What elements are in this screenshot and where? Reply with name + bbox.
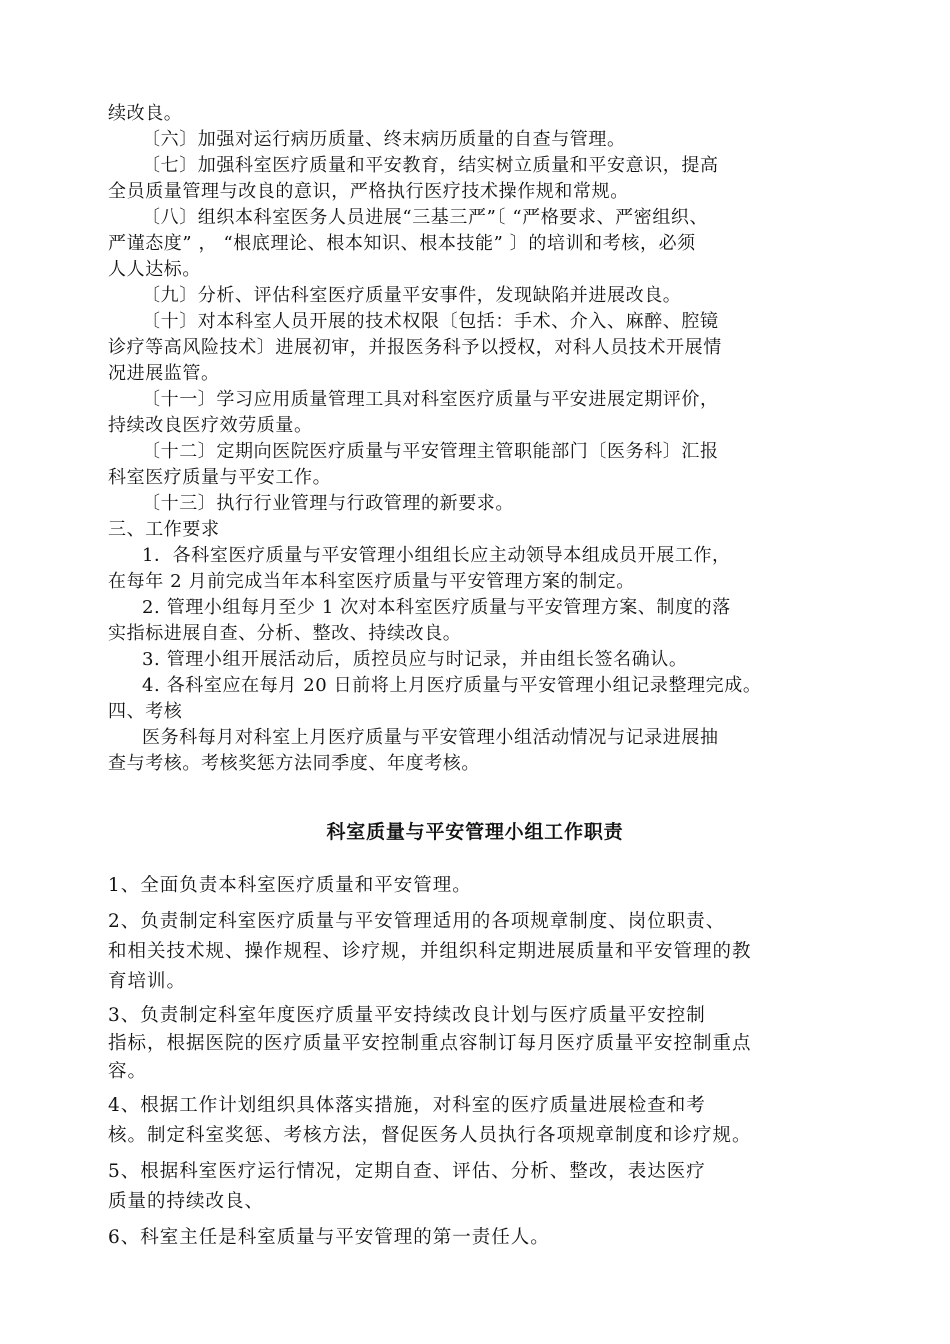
- duty-item: 4、根据工作计划组织具体落实措施，对科室的医疗质量进展检查和考: [108, 1095, 706, 1116]
- paragraph-line: 1．各科室医疗质量与平安管理小组组长应主动领导本组成员开展工作，: [142, 545, 731, 566]
- paragraph-line: 〔八〕组织本科室医务人员进展“三基三严”〔 “严格要求、严密组织、: [142, 207, 709, 228]
- paragraph-line: 〔六〕加强对运行病历质量、终末病历质量的自查与管理。: [142, 129, 626, 150]
- paragraph-line: 3. 管理小组开展活动后，质控员应与时记录，并由组长签名确认。: [142, 649, 688, 670]
- paragraph-line: 科室医疗质量与平安工作。: [108, 467, 332, 488]
- paragraph-line: 查与考核。考核奖惩方法同季度、年度考核。: [108, 753, 480, 774]
- paragraph-line: 〔十三〕执行行业管理与行政管理的新要求。: [142, 493, 514, 514]
- paragraph-line: 〔十二〕定期向医院医疗质量与平安管理主管职能部门〔医务科〕汇报: [142, 441, 719, 462]
- duty-item: 5、根据科室医疗运行情况，定期自查、评估、分析、整改，表达医疗: [108, 1161, 706, 1182]
- section-heading: 四、考核: [108, 701, 183, 722]
- duty-item: 2、负责制定科室医疗质量与平安管理适用的各项规章制度、岗位职责、: [108, 911, 726, 932]
- paragraph-line: 2. 管理小组每月至少 1 次对本科室医疗质量与平安管理方案、制度的落: [142, 597, 731, 618]
- paragraph-line: 4. 各科室应在每月 20 日前将上月医疗质量与平安管理小组记录整理完成。: [142, 675, 762, 696]
- duty-item: 指标，根据医院的医疗质量平安控制重点容制订每月医疗质量平安控制重点: [108, 1033, 752, 1054]
- paragraph-line: 在每年 2 月前完成当年本科室医疗质量与平安管理方案的制定。: [108, 571, 635, 592]
- paragraph-line: 人人达标。: [108, 259, 201, 280]
- duty-item: 1、全面负责本科室医疗质量和平安管理。: [108, 875, 472, 896]
- section-heading: 三、工作要求: [108, 519, 220, 540]
- duty-item: 6、科室主任是科室质量与平安管理的第一责任人。: [108, 1227, 550, 1248]
- paragraph-line: 〔九〕分析、评估科室医疗质量平安事件，发现缺陷并进展改良。: [142, 285, 682, 306]
- paragraph-line: 全员质量管理与改良的意识，严格执行医疗技术操作规和常规。: [108, 181, 629, 202]
- paragraph-line: 〔十一〕学习应用质量管理工具对科室医疗质量与平安进展定期评价，: [142, 389, 719, 410]
- duty-item: 3、负责制定科室年度医疗质量平安持续改良计划与医疗质量平安控制: [108, 1005, 706, 1026]
- paragraph-line: 实指标进展自查、分析、整改、持续改良。: [108, 623, 462, 644]
- paragraph-line: 持续改良医疗效劳质量。: [108, 415, 313, 436]
- duty-item: 核。制定科室奖惩、考核方法，督促医务人员执行各项规章制度和诊疗规。: [108, 1125, 752, 1146]
- paragraph-line: 况进展监管。: [108, 363, 220, 384]
- paragraph-line: 〔十〕对本科室人员开展的技术权限〔包括：手术、介入、麻醉、腔镜: [142, 311, 719, 332]
- paragraph-line: 医务科每月对科室上月医疗质量与平安管理小组活动情况与记录进展抽: [142, 727, 719, 748]
- duty-item: 和相关技术规、操作规程、诊疗规，并组织科定期进展质量和平安管理的教: [108, 941, 752, 962]
- paragraph-line: 〔七〕加强科室医疗质量和平安教育，结实树立质量和平安意识，提高: [142, 155, 719, 176]
- duty-item: 容。: [108, 1061, 148, 1082]
- section-title: 科室质量与平安管理小组工作职责: [326, 821, 624, 843]
- duty-item: 育培训。: [108, 971, 187, 992]
- paragraph-line: 续改良。: [108, 103, 183, 124]
- paragraph-line: 严谨态度” ， “根底理论、根本知识、根本技能” 〕的培训和考核，必须: [108, 233, 696, 254]
- paragraph-line: 诊疗等高风险技术〕进展初审，并报医务科予以授权，对科人员技术开展情: [108, 337, 722, 358]
- duty-item: 质量的持续改良、: [108, 1191, 265, 1212]
